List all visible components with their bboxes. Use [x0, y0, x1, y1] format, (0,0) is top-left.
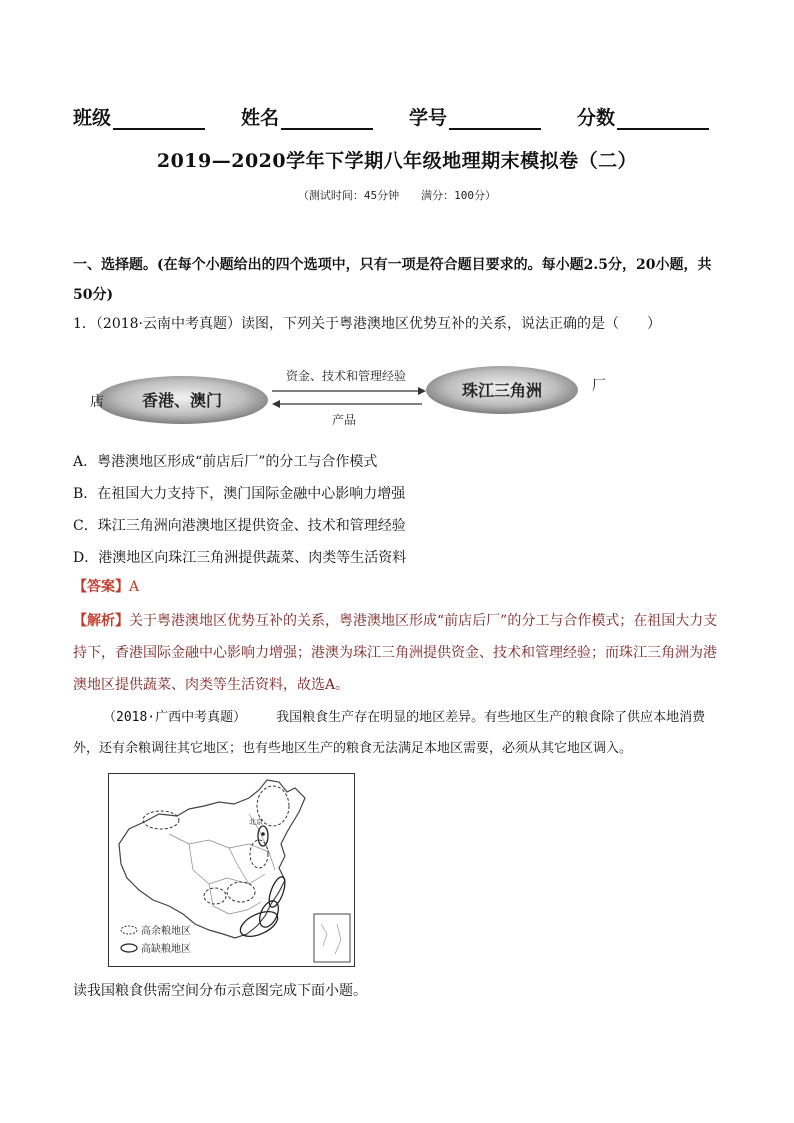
score-field	[577, 103, 709, 130]
surplus-region-central	[227, 882, 255, 902]
beijing-dot	[261, 832, 265, 836]
legend-surplus-label: 高余粮地区	[141, 926, 191, 937]
score-blank	[617, 108, 709, 130]
section-heading: 一、选择题。(在每个小题给出的四个选项中，只有一项是符合题目要求的。每小题2.5分，20小题，共50分)	[73, 257, 712, 303]
legend-surplus-icon	[121, 926, 137, 934]
student-id-label: 学号	[409, 107, 448, 129]
hk-macau-label: 香港、澳门	[141, 391, 223, 410]
inset-coastline	[321, 924, 341, 954]
province-border	[169, 834, 269, 852]
student-id-field	[409, 103, 541, 130]
analysis-block	[73, 605, 725, 701]
china-grain-map	[108, 773, 355, 967]
question-1-stem: 1．（2018·云南中考真题）读图，下列关于粤港澳地区优势互补的关系，说法正确的是（ ）	[73, 316, 661, 332]
beijing-label: 北京	[249, 818, 263, 826]
option-c: C．珠江三角洲向港澳地区提供资金、技术和管理经验	[73, 518, 406, 534]
surplus-region-sichuan	[204, 888, 226, 904]
score-label: 分数	[577, 107, 616, 129]
option-b: B．在祖国大力支持下，澳门国际金融中心影响力增强	[73, 486, 406, 502]
prd-label: 珠江三角洲	[461, 381, 543, 400]
factory-label: 厂	[592, 378, 606, 394]
analysis-text: 关于粤港澳地区优势互补的关系，粤港澳地区形成“前店后厂”的分工与合作模式；在祖国大力支持下，香港国际金融中心影响力增强；港澳为珠江三角洲提供资金、技术和管理经验；而珠江三角洲为港澳地区提供蔬菜、肉类等生活资料，故选A。	[73, 613, 718, 693]
deficit-region-beijing	[258, 826, 268, 846]
capital-tech-label: 资金、技术和管理经验	[285, 369, 407, 383]
arrow-left-head	[272, 400, 280, 408]
products-label: 产品	[331, 413, 357, 427]
store-label: 店	[90, 394, 104, 410]
arrow-right-head	[418, 387, 426, 395]
china-map-drawing	[109, 774, 354, 966]
question-2-source: （2018·广西中考真题）	[103, 710, 247, 725]
answer-line	[73, 576, 139, 596]
name-field	[241, 103, 373, 130]
name-label: 姓名	[241, 107, 280, 129]
south-china-sea-inset	[314, 914, 350, 962]
class-field	[73, 103, 205, 130]
class-blank	[113, 108, 205, 130]
answer-tag: 【答案】	[73, 579, 129, 595]
province-border	[229, 848, 249, 884]
legend-deficit-label: 高缺粮地区	[141, 944, 191, 955]
question-2-text: 我国粮食生产存在明显的地区差异。有些地区生产的粮食除了供应本地消费外，还有余粮调往其它地区；也有些地区生产的粮食无法满足本地区需要，必须从其它地区调入。	[73, 710, 706, 756]
answer-value: A	[129, 579, 140, 595]
legend-deficit-icon	[121, 944, 137, 952]
analysis-tag: 【解析】	[73, 613, 129, 629]
exam-title: 2019—2020学年下学期八年级地理期末模拟卷（二）	[156, 150, 638, 172]
province-border	[189, 844, 265, 884]
class-label: 班级	[73, 107, 112, 129]
name-blank	[281, 108, 373, 130]
option-a: A．粤港澳地区形成“前店后厂”的分工与合作模式	[73, 454, 378, 470]
student-id-blank	[449, 108, 541, 130]
question-2-stem	[73, 702, 725, 764]
student-info-row	[73, 103, 723, 130]
option-d: D．港澳地区向珠江三角洲提供蔬菜、肉类等生活资料	[73, 550, 407, 566]
exam-subtitle: （测试时间：45分钟 满分：100分）	[297, 189, 497, 202]
pearl-river-diagram	[76, 360, 616, 432]
map-read-prompt: 读我国粮食供需空间分布示意图完成下面小题。	[73, 983, 367, 999]
